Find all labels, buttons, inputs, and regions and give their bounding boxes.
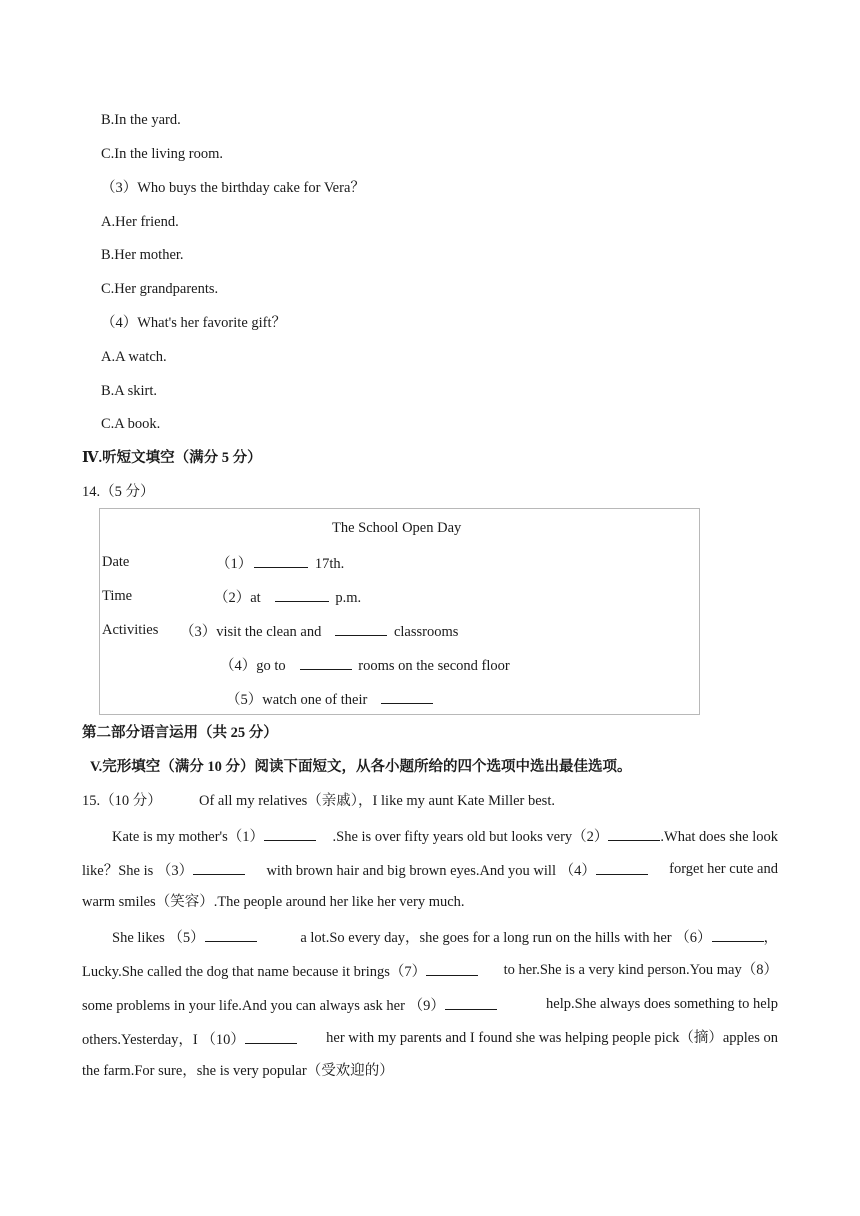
date-label: Date xyxy=(102,554,130,570)
activity-row-2 xyxy=(220,655,510,675)
q14-label: 14.（5 分） xyxy=(82,484,155,500)
passage-6b: help.She always does something to help xyxy=(546,996,778,1012)
passage-line-2 xyxy=(82,860,778,880)
passage-4a: She likes （5） xyxy=(112,930,205,946)
passage-line-7 xyxy=(82,1029,778,1049)
passage-line-5 xyxy=(82,961,778,981)
date-prefix: （1） xyxy=(216,556,253,572)
blank-p5[interactable] xyxy=(205,927,257,942)
passage-1c: .What does she look xyxy=(660,829,778,845)
activity-2-suffix: rooms on the second floor xyxy=(358,658,510,674)
time-row xyxy=(214,587,361,607)
passage-line-1 xyxy=(112,826,778,846)
passage-line-8: the farm.For sure，she is very popular（受欢迎的） xyxy=(82,1063,394,1079)
q2-option-c: C.In the living room. xyxy=(101,146,224,162)
passage-1a: Kate is my mother's（1） xyxy=(112,829,265,845)
passage-line-3: warm smiles（笑容）.The people around her like her very much. xyxy=(82,894,465,910)
passage-6a: some problems in your life.And you can always ask her （9） xyxy=(82,998,445,1014)
blank-1[interactable] xyxy=(254,553,308,568)
q4-option-c: C.A book. xyxy=(101,416,161,432)
blank-p9[interactable] xyxy=(445,995,497,1010)
q3-option-b: B.Her mother. xyxy=(101,247,184,263)
blank-p6[interactable] xyxy=(712,927,764,942)
passage-line-4 xyxy=(112,927,778,947)
passage-7a: others.Yesterday，I （10） xyxy=(82,1032,245,1048)
passage-intro: Of all my relatives（亲戚），I like my aunt Kate Miller best. xyxy=(199,793,555,809)
passage-4b: a lot.So every day，she goes for a long run on the hills with her （6） xyxy=(300,930,712,946)
blank-p1[interactable] xyxy=(264,826,316,841)
blank-p3[interactable] xyxy=(193,860,245,875)
passage-4c: ， xyxy=(763,930,778,946)
activity-3-prefix: （5）watch one of their xyxy=(226,692,368,708)
section4-heading: Ⅳ.听短文填空（满分 5 分） xyxy=(82,450,262,466)
q4-option-b: B.A skirt. xyxy=(101,383,157,399)
blank-4[interactable] xyxy=(300,655,352,670)
blank-p7[interactable] xyxy=(426,961,478,976)
activities-label: Activities xyxy=(102,622,159,638)
blank-5[interactable] xyxy=(381,689,433,704)
activity-2-prefix: （4）go to xyxy=(220,658,286,674)
q3-option-c: C.Her grandparents. xyxy=(101,281,219,297)
passage-2b: with brown hair and big brown eyes.And you will （4） xyxy=(266,863,596,879)
time-label: Time xyxy=(102,588,133,604)
date-suffix: 17th. xyxy=(314,556,345,572)
passage-5b: to her.She is a very kind person.You may（8） xyxy=(503,962,778,978)
section5-heading: V.完形填空（满分 10 分）阅读下面短文，从各小题所给的四个选项中选出最佳选项。 xyxy=(90,759,632,775)
time-prefix: （2）at xyxy=(214,590,261,606)
activity-1-prefix: （3）visit the clean and xyxy=(180,624,322,640)
q4-question: （4）What's her favorite gift？ xyxy=(101,315,287,331)
blank-p10[interactable] xyxy=(245,1029,297,1044)
q3-question: （3）Who buys the birthday cake for Vera？ xyxy=(101,180,365,196)
passage-1b: .She is over fifty years old but looks very（2） xyxy=(332,829,609,845)
passage-2c: forget her cute and xyxy=(669,861,778,877)
blank-p4[interactable] xyxy=(596,860,648,875)
q2-option-b: B.In the yard. xyxy=(101,112,181,128)
passage-line-6 xyxy=(82,995,778,1015)
table-title: The School Open Day xyxy=(332,520,462,536)
date-row xyxy=(216,553,344,573)
blank-3[interactable] xyxy=(335,621,387,636)
activity-1-suffix: classrooms xyxy=(393,624,459,640)
passage-7b: her with my parents and I found she was helping people pick（摘）apples on xyxy=(326,1030,778,1046)
blank-p2[interactable] xyxy=(608,826,660,841)
open-day-table xyxy=(99,508,700,715)
blank-2[interactable] xyxy=(275,587,329,602)
passage-5a: Lucky.She called the dog that name because it brings（7） xyxy=(82,964,427,980)
q15-label: 15.（10 分） xyxy=(82,793,162,809)
activity-row-1 xyxy=(180,621,458,641)
time-suffix: p.m. xyxy=(335,590,362,606)
part2-heading: 第二部分语言运用（共 25 分） xyxy=(82,725,278,741)
passage-2a: like？She is （3） xyxy=(82,863,194,879)
q4-option-a: A.A watch. xyxy=(101,349,167,365)
q3-option-a: A.Her friend. xyxy=(101,214,179,230)
activity-row-3 xyxy=(226,689,433,709)
